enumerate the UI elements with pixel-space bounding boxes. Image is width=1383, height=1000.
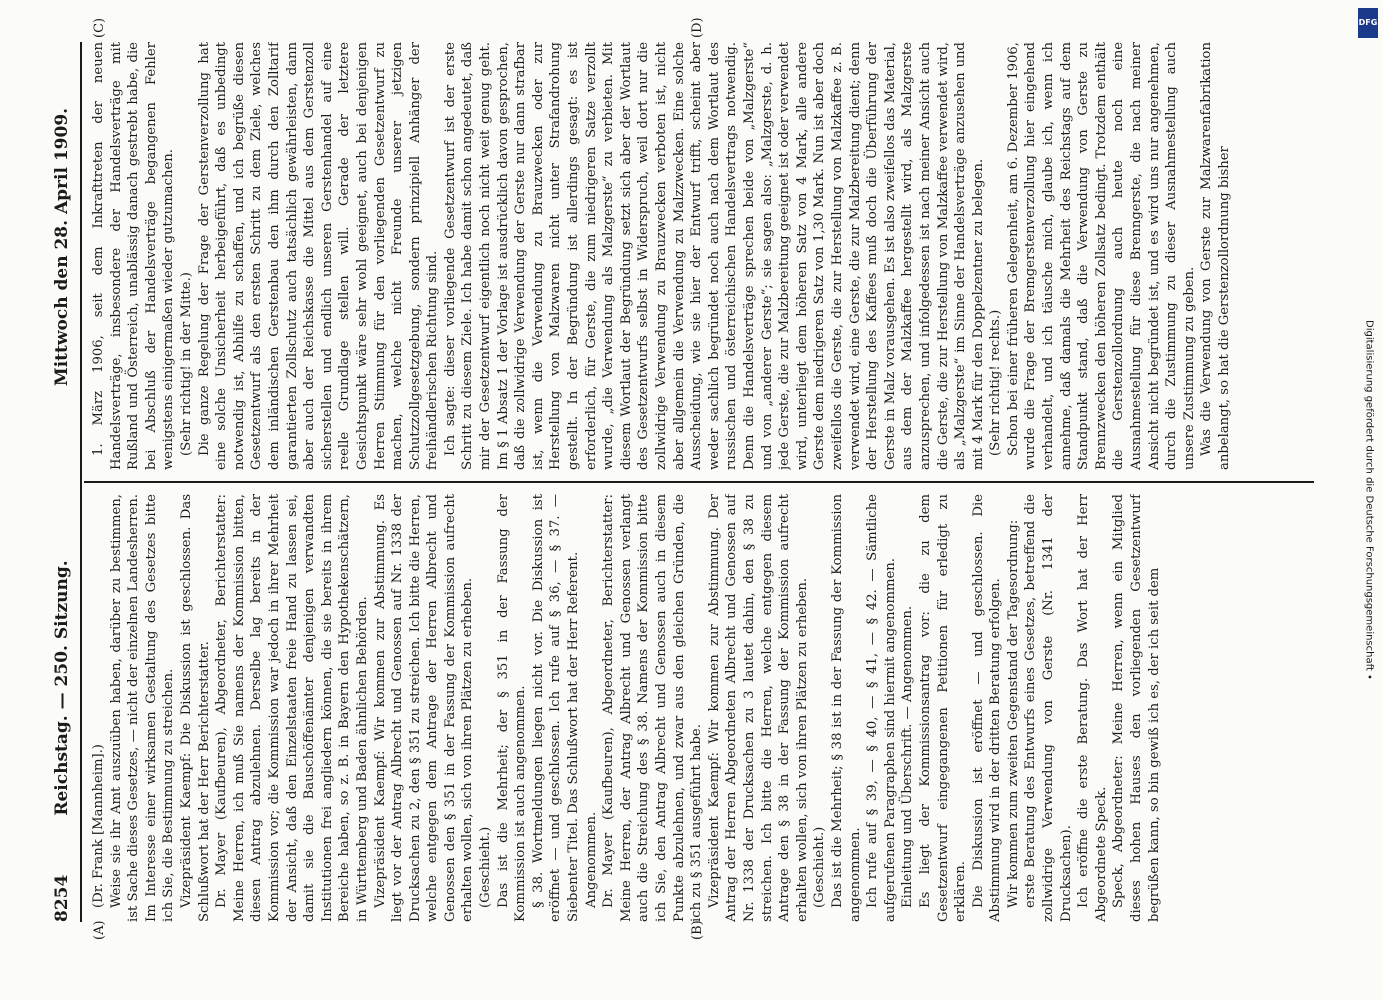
- paragraph: § 38. Wortmeldungen liegen nicht vor. Die Diskussion ist eröffnet — und geschlossen. Ich rufe auf § 36, — § 37. — Siebenter Titel. Das Schlußwort hat der Herr Referent.: [530, 494, 582, 922]
- paragraph: Vizepräsident Kaempf: Die Diskussion ist geschlossen. Das Schlußwort hat der Herr Berichterstatter.: [178, 494, 212, 922]
- paragraph: Ich eröffne die erste Beratung. Das Wort hat der Herr Abgeordnete Speck.: [1076, 494, 1109, 922]
- column-rule: [84, 481, 1314, 483]
- paragraph: Das ist die Mehrheit; der § 351 in der Fassung der Kommission ist auch angenommen.: [495, 494, 529, 922]
- paragraph: (Sehr richtig! rechts.): [988, 309, 1004, 456]
- paragraph: erste Beratung des Entwurfs eines Gesetzes, betreffend die zollwidrige Verwendung von Gerste (Nr. 1341 der Drucksachen).: [1023, 494, 1074, 922]
- paragraph: (Dr. Frank [Mannheim].): [91, 744, 106, 908]
- margin-marker-c: (C): [92, 17, 107, 38]
- paragraph: (Geschieht.): [478, 826, 494, 908]
- paragraph: Was die Verwendung von Gerste zur Malzwarenfabrikation anbelangt, so hat die Gerstenzollordnung bisher: [1199, 42, 1232, 470]
- credit-text: Digitalisierung gefördert durch die Deutsche Forschungsgemeinschaft •: [1363, 320, 1375, 680]
- paragraph: Vizepräsident Kaempf: Wir kommen zur Abstimmung. Es liegt vor der Antrag Albrecht und Genossen auf Nr. 1338 der Drucksachen zu 2, den § 351 zu streichen. Ich bitte die Herren, welche entgegen dem Antrage der Herren Albrecht und Genossen den § 351 in der Fassung der Kommission aufrecht erhalten wollen, sich von ihren Plätzen zu erheben.: [372, 494, 476, 922]
- paragraph: Speck, Abgeordneter: Meine Herren, wenn ein Mitglied dieses hohen Hauses den vorliegenden Gesetzentwurf begrüßen kann, so bin gewiß ich es, der ich seit dem: [1111, 494, 1162, 922]
- paragraph: Ich sagte: dieser vorliegende Gesetzentwurf ist der erste Schritt zu diesem Ziele. Ich habe damit schon angedeutet, daß mir der Gesetzentwurf eigentlich noch nicht weit genug geht. Im § 1 Absatz 1 der Vorlage ist ausdrücklich davon gesprochen, daß die zollwidrige Verwendung der Gerste nur dann strafbar ist, wenn die Verwendung zu Brauzwecken oder zur Herstellung von Malzwaren nicht unter Strafandrohung gestellt. In der Begründung ist allerdings gesagt: es ist erforderlich, für Gerste, die zum niedrigeren Satze verzollt wurde, „die Verwendung als Malzgerste“ zu verbieten. Mit diesem Wortlaut der Begründung setzt sich aber der Wortlaut des Gesetzentwurfs selbst in Widerspruch, weil dort nur die zollwidrige Verwendung zu Brauzwecken verboten ist, nicht aber allgemein die Verwendung zu Malzzwecken. Eine solche Ausscheidung, wie sie hier der Entwurf trifft, scheint aber weder sachlich begründet noch auch nach dem Wortlaut des russischen und österreichischen Handelsvertrags notwendig. Denn die Handelsverträge sprechen beide von „Malzgerste“ und von „anderer Gerste“; sie sagen also: „Malzgerste, d. h. jede Gerste, die zur Malzbereitung geeignet ist oder verwendet wird, unterliegt dem höheren Satz von 4 Mark, alle andere Gerste dem niedrigeren Satz von 1,30 Mark. Nun ist aber doch zweifellos die Gerste, die zur Herstellung von Malzkaffee z. B. verwendet wird, eine Gerste, die zur Malzbereitung dient; denn der Herstellung des Kaffees muß doch die Überführung der Gerste in Malz vorausgehen. Es ist also zweifellos das Material, aus dem der Malzkaffee hergestellt wird, als Malzgerste anzusprechen, und infolgedessen ist nach meiner Ansicht auch die Gerste, die zur Herstellung von Malzkaffee verwendet wird, als „Malzgerste“ im Sinne der Handelsverträge anzusehen und mit 4 Mark für den Doppelzentner zu belegen.: [442, 42, 986, 470]
- paragraph: Schon bei einer früheren Gelegenheit, am 6. Dezember 1906, wurde die Frage der Bremgerstenverzollung hier eingehend verhandelt, und ich täusche mich, glaube ich, wenn ich annehme, daß damals die Mehrheit des Reichstags auf dem Standpunkt stand, daß die Verwendung von Gerste zu Brennzwecken den höheren Zollsatz bedingt. Trotzdem enthält die Gerstenzollordnung auch heute noch eine Ausnahmestellung für diese Brenngerste, die nach meiner Ansicht nicht begründet ist, und es wird uns nur angenehmen, durch die Zustimmung zu dieser Ausnahmestellung auch unsere Zustimmung zu geben.: [1005, 42, 1197, 470]
- page-number: 8254: [52, 874, 72, 922]
- right-column: [90, 42, 1305, 470]
- margin-marker-a: (A): [92, 920, 107, 940]
- paragraph: Wir kommen zum zweiten Gegenstand der Tagesordnung:: [1005, 519, 1021, 908]
- paragraph: (Sehr richtig! in der Mitte.): [178, 272, 194, 456]
- paragraph: Es liegt der Kommissionsantrag vor: die zu dem Gesetzentwurf eingegangenen Petitionen für erledigt zu erklären.: [917, 494, 969, 922]
- session-title: Reichstag. — 250. Sitzung.: [52, 560, 72, 816]
- page-header: [52, 42, 78, 922]
- paragraph: Angenommen.: [583, 811, 599, 908]
- paragraph: (Geschieht.): [812, 826, 828, 908]
- paragraph: 1. März 1906, seit dem Inkrafttreten der neuen Handelsverträge, insbesondere der Handelsverträge mit Rußland und Österreich, unablässig danach gestrebt habe, die bei Abschluß der Handelsverträge begangenen Fehler wenigstens einigermaßen wieder gutzumachen.: [91, 42, 177, 470]
- margin-marker-b: (B): [690, 920, 705, 940]
- left-column: [90, 494, 1305, 922]
- paragraph: Dr. Mayer (Kaufbeuren), Abgeordneter, Berichterstatter: Meine Herren, ich muß Sie namens der Kommission bitten, diesen Antrag abzulehnen. Derselbe lag bereits in der Kommission vor; die Kommission war jedoch in ihrer Mehrheit der Ansicht, daß den Einzelstaaten freie Hand zu lassen sei, damit sie die Bauschöffenämter denjenigen verwandten Institutionen frei angliedern können, die sie bereits in ihrem Bereiche haben, so z. B. in Bayern den Hypothekenschätzern, in Württemberg und Baden ähnlichen Behörden.: [214, 494, 370, 922]
- paragraph: Dr. Mayer (Kaufbeuren), Abgeordneter, Berichterstatter: Meine Herren, der Antrag Albrecht und Genossen verlangt auch die Streichung des § 38. Namens der Kommission bitte ich Sie, den Antrag Albrecht und Genossen auch in diesem Punkte abzulehnen, und zwar aus den gleichen Gründen, die ich zu § 351 ausgeführt habe.: [601, 494, 705, 922]
- paragraph: Weise sie ihr Amt auszuüben haben, darüber zu bestimmen, ist Sache dieses Gesetzes, — nicht der einzelnen Landesherren. Im Interesse einer wirksamen Gestaltung des Gesetzes bitte ich Sie, die Bestimmung zu streichen.: [108, 494, 177, 922]
- paragraph: Die Diskussion ist eröffnet — und geschlossen. Die Abstimmung wird in der dritten Beratung erfolgen.: [970, 494, 1004, 922]
- credit-strip: [1355, 0, 1383, 1000]
- margin-marker-d: (D): [690, 17, 705, 38]
- paragraph: Vizepräsident Kaempf: Wir kommen zur Abstimmung. Der Antrag der Herren Abgeordneten Albrecht und Genossen auf Nr. 1338 der Drucksachen zu 3 lautet dahin, den § 38 zu streichen. Ich bitte die Herren, welche entgegen diesem Antrage den § 38 in der Fassung der Kommission aufrecht erhalten wollen, sich von ihren Plätzen zu erheben.: [706, 494, 810, 922]
- paragraph: Die ganze Regelung der Frage der Gerstenverzollung hat eine solche Unsicherheit herbeigeführt, daß es unbedingt notwendig ist, Abhilfe zu schaffen, und ich begrüße diesen Gesetzentwurf als den ersten Schritt zu dem Ziele, welches dem inländischen Gerstenbau den ihm durch den Zolltarif garantierten Zollschutz auch tatsächlich gewährleisten, dann aber auch der Reichskasse die Mittel aus dem Gerstenzoll sicherstellen und endlich unseren Gerstenhandel auf eine reelle Grundlage stellen will. Gerade der letztere Gesichtspunkt wäre sehr wohl geeignet, auch bei denjenigen Herren Stimmung für den vorliegenden Gesetzentwurf zu machen, welche nicht Freunde unserer jetzigen Schutzzollgesetzgebung, sondern prinzipiell Anhänger der freihändlerischen Richtung sind.: [196, 42, 441, 470]
- paragraph: Einleitung und Überschrift. — Angenommen.: [900, 605, 916, 908]
- session-date: Mittwoch den 28. April 1909.: [52, 107, 72, 387]
- header-rule: [80, 42, 82, 922]
- paragraph: Das ist die Mehrheit; § 38 ist in der Fassung der Kommission angenommen.: [829, 494, 863, 922]
- digitization-credit: [1364, 10, 1375, 990]
- paragraph: Ich rufe auf § 39, — § 40, — § 41, — § 42. — Sämtliche aufgerufenen Paragraphen sind hiermit angenommen.: [865, 494, 898, 922]
- dfg-logo: DFG: [1358, 8, 1378, 38]
